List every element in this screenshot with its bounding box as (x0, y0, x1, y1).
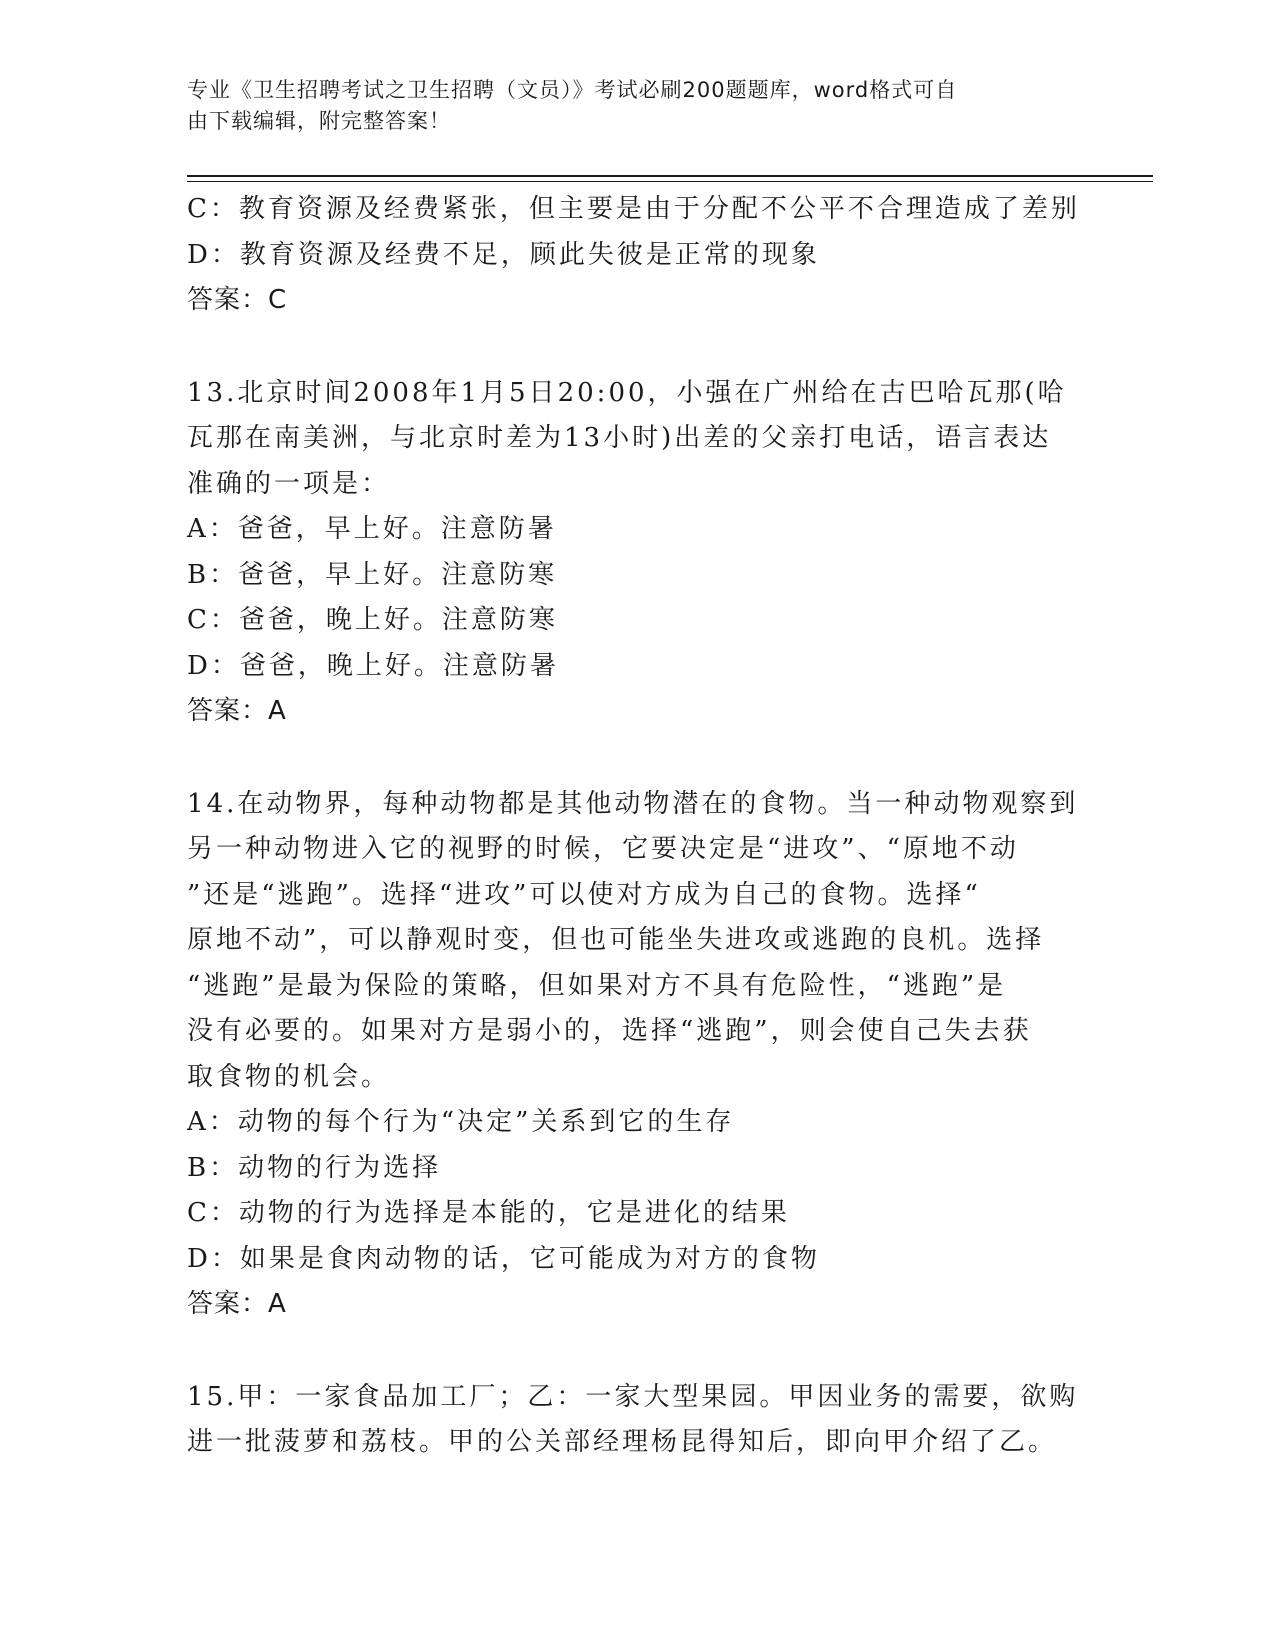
question-12 (187, 187, 1087, 324)
option-d: D：爸爸，晚上好。注意防暑 (187, 650, 559, 681)
question-stem-line: “逃跑”是最为保险的策略，但如果对方不具有危险性，“逃跑”是 (187, 970, 1007, 1001)
option-b: B：爸爸，早上好。注意防寒 (187, 559, 558, 590)
question-stem-line: 取食物的机会。 (187, 1061, 391, 1092)
question-stem-line: 13.北京时间2008年1月5日20:00，小强在广州给在古巴哈瓦那(哈 (187, 377, 1067, 408)
spacer (187, 324, 1087, 371)
option-a: A：爸爸，早上好。注意防暑 (187, 514, 557, 544)
question-stem-line: 15.甲：一家食品加工厂；乙：一家大型果园。甲因业务的需要，欲购 (187, 1381, 1079, 1412)
option-d: D：如果是食肉动物的话，它可能成为对方的食物 (187, 1243, 820, 1274)
answer-line: 答案：A (187, 696, 287, 726)
question-13 (187, 371, 1087, 735)
header-rule (187, 175, 1153, 177)
option-b: B：动物的行为选择 (187, 1152, 442, 1183)
option-d: D：教育资源及经费不足，顾此失彼是正常的现象 (187, 239, 820, 270)
question-stem-line: 原地不动”，可以静观时变，但也可能坐失进攻或逃跑的良机。选择 (187, 925, 1045, 955)
option-c: C：动物的行为选择是本能的，它是进化的结果 (187, 1198, 790, 1228)
question-stem-line: 瓦那在南美洲，与北京时差为13小时)出差的父亲打电话，语言表达 (187, 423, 1052, 453)
question-stem-line: 14.在动物界，每种动物都是其他动物潜在的食物。当一种动物观察到 (187, 788, 1079, 819)
question-stem-line: 没有必要的。如果对方是弱小的，选择“逃跑”，则会使自己失去获 (187, 1016, 1032, 1046)
question-list (187, 187, 1087, 1466)
option-c: C：爸爸，晚上好。注意防寒 (187, 605, 558, 635)
header-line: 由下载编辑，附完整答案！ (187, 109, 451, 133)
question-stem-line: 另一种动物进入它的视野的时候，它要决定是“进攻”、“原地不动 (187, 834, 1019, 864)
spacer (187, 735, 1087, 782)
option-c: C：教育资源及经费紧张，但主要是由于分配不公平不合理造成了差别 (187, 194, 1080, 224)
answer-line: 答案：C (187, 285, 288, 315)
answer-line: 答案：A (187, 1289, 287, 1319)
question-stem-line: 准确的一项是： (187, 468, 391, 499)
question-stem-line: 进一批菠萝和荔枝。甲的公关部经理杨昆得知后，即向甲介绍了乙。 (187, 1427, 1058, 1457)
spacer (187, 1328, 1087, 1375)
page-header (187, 75, 1067, 137)
question-stem-line: ”还是“逃跑”。选择“进攻”可以使对方成为自己的食物。选择“ (187, 879, 981, 910)
header-line: 专业《卫生招聘考试之卫生招聘（文员）》考试必刷200题题库，word格式可自 (187, 78, 958, 102)
header-rule-thin (187, 181, 1153, 182)
question-14 (187, 782, 1087, 1328)
option-a: A：动物的每个行为“决定”关系到它的生存 (187, 1107, 735, 1137)
question-15 (187, 1375, 1087, 1466)
